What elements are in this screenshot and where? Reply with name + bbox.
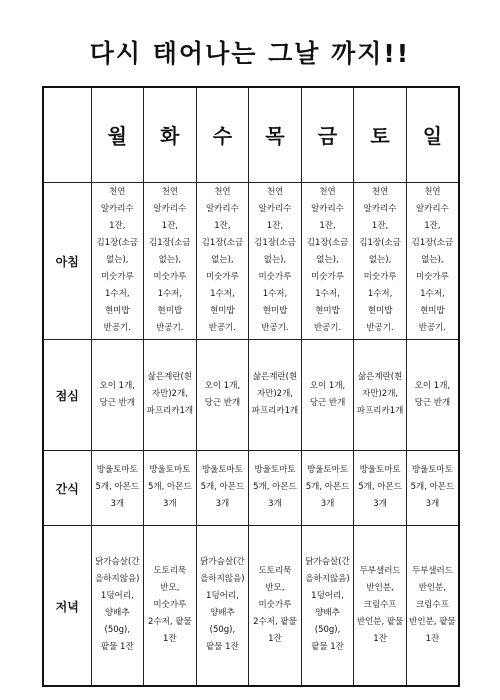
meal-cell [406,182,459,339]
meal-cell [196,525,249,686]
meal-label-cell [43,182,91,339]
meal-cell-text: 두부샐러드 반인분, 크림수프 반인분, 팥물 1잔 [409,565,456,644]
meal-cell-text: 오이 1개, 당근 반개 [309,380,346,408]
meal-label-cell [43,525,91,686]
meal-cell-text: 방울토마토 5개, 아몬드 3개 [410,465,455,509]
day-header-row [43,87,459,182]
lunch-row [43,339,459,450]
meal-cell [301,525,354,686]
meal-cell-text: 천연 알카리수 1잔, 김1장(소금 없는), 미숫가루 1수저, 현미밥 반공기. [306,187,349,333]
meal-cell [196,339,249,450]
meal-cell [144,450,197,525]
dinner-row [43,525,459,686]
day-header-wed [196,87,249,182]
meal-label-cell [43,450,91,525]
meal-label: 간식 [55,482,79,496]
meal-cell-text: 방울토마토 5개, 아몬드 3개 [253,465,297,509]
meal-cell-text: 천연 알카리수 1잔, 김1장(소금 없는), 미숫가루 1수저, 현미밥 반공기. [359,187,401,333]
day-label: 화 [160,124,180,149]
meal-cell [301,339,354,450]
meal-cell [249,525,302,686]
meal-cell [144,182,197,339]
day-label: 토 [370,124,390,149]
meal-label: 점심 [55,389,79,403]
meal-cell [301,450,354,525]
meal-cell [249,182,302,339]
meal-cell-text: 삶은계란(흰 자만)2개, 파프리카1개 [356,372,404,416]
page-title: 다시 태어나는 그날 까지!! [89,39,411,68]
meal-cell-text: 방울토마토 5개, 아몬드 3개 [95,465,140,509]
meal-cell [406,525,459,686]
breakfast-row [43,182,459,339]
day-label: 금 [317,124,338,149]
meal-cell [144,525,197,686]
day-label: 목 [265,124,285,149]
meal-label: 저녁 [55,599,79,614]
meal-cell [354,339,407,450]
day-label: 월 [107,124,127,149]
day-label: 수 [212,124,233,149]
meal-cell [91,339,144,450]
day-header-sun [406,87,459,182]
meal-cell-text: 닭가슴살(간 을하지않음) 1덩어리, 양배추(50g), 팥물 1잔 [95,557,140,653]
snack-row [43,450,459,525]
meal-cell-text: 천연 알카리수 1잔, 김1장(소금 없는), 미숫가루 1수저, 현미밥 반공기. [411,187,454,333]
meal-cell [406,339,459,450]
meal-cell-text: 오이 1개, 당근 반개 [99,380,136,408]
meal-cell [91,525,144,686]
meal-label-cell [43,339,91,450]
meal-cell-text: 삶은계란(흰 자만)2개, 파프리카1개 [146,372,194,416]
meal-cell-text: 방울토마토 5개, 아몬드 3개 [305,465,350,509]
meal-cell-text: 천연 알카리수 1잔, 김1장(소금 없는), 미숫가루 1수저, 현미밥 반공기. [201,187,244,333]
meal-cell [91,450,144,525]
meal-cell-text: 천연 알카리수 1잔, 김1장(소금 없는), 미숫가루 1수저, 현미밥 반공기. [149,187,191,333]
meal-label: 아침 [55,255,79,269]
day-header-fri [301,87,354,182]
meal-cell [354,525,407,686]
meal-cell-text: 닭가슴살(간 을하지않음) 1덩어리, 양배추(50g), 팥물 1잔 [305,557,350,653]
day-label: 일 [422,124,443,149]
meal-cell-text: 닭가슴살(간 을하지않음) 1덩어리, 양배추(50g), 팥물 1잔 [200,557,245,653]
meal-cell [249,339,302,450]
meal-cell [406,450,459,525]
day-header-tue [144,87,197,182]
day-header-sat [354,87,407,182]
meal-cell-text: 오이 1개, 당근 반개 [414,380,451,408]
meal-cell [249,450,302,525]
meal-cell [301,182,354,339]
meal-cell [354,182,407,339]
meal-cell-text: 방울토마토 5개, 아몬드 3개 [200,465,245,509]
meal-cell-text: 천연 알카리수 1잔, 김1장(소금 없는), 미숫가루 1수저, 현미밥 반공기. [96,187,139,333]
weekly-meal-plan-table [42,86,460,687]
meal-cell-text: 방울토마토 5개, 아몬드 3개 [148,465,192,509]
meal-cell [144,339,197,450]
meal-cell-text: 두부샐러드 반인분, 크림수프 반인분, 팥물 1잔 [356,565,404,644]
meal-cell [196,450,249,525]
meal-cell [354,450,407,525]
meal-cell-text: 도토리묵 반모, 미숫가루 2수저, 팥물 1잔 [253,565,297,644]
meal-cell [91,182,144,339]
day-header-thu [249,87,302,182]
meal-cell-text: 방울토마토 5개, 아몬드 3개 [358,465,402,509]
meal-cell-text: 천연 알카리수 1잔, 김1장(소금 없는), 미숫가루 1수저, 현미밥 반공기. [254,187,296,333]
meal-cell [196,182,249,339]
meal-cell-text: 도토리묵 반모, 미숫가루 2수저, 팥물 1잔 [148,565,192,644]
meal-cell-text: 삶은계란(흰 자만)2개, 파프리카1개 [251,372,299,416]
meal-cell-text: 오이 1개, 당근 반개 [204,380,241,408]
corner-cell [43,87,91,182]
day-header-mon [91,87,144,182]
